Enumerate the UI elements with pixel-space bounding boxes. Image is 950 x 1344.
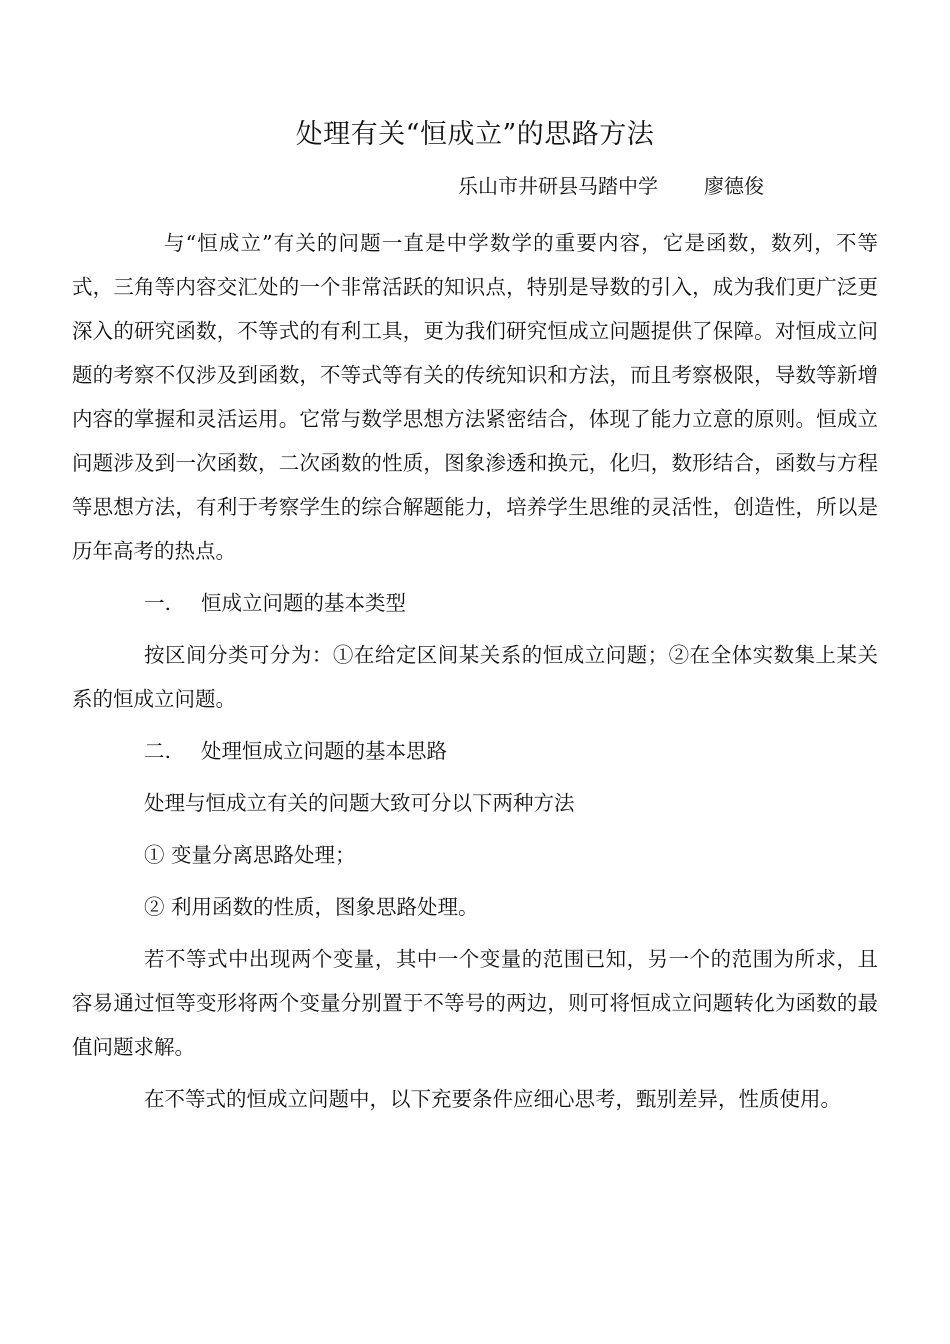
- section-heading-1: [72, 581, 878, 625]
- method-item-2: ② 利用函数的性质，图象思路处理。: [144, 895, 479, 919]
- section-heading-2: [72, 729, 878, 773]
- section1-paragraph: 按区间分类可分为：①在给定区间某关系的恒成立问题；②在全体实数集上某关系的恒成立问题。: [72, 643, 878, 711]
- separation-paragraph: 若不等式中出现两个变量，其中一个变量的范围已知，另一个的范围为所求，且容易通过恒等变形将两个变量分别置于不等号的两边，则可将恒成立问题转化为函数的最值问题求解。: [72, 947, 878, 1059]
- document-body: [72, 221, 878, 1129]
- author-line: [458, 170, 764, 199]
- section-title-1: 恒成立问题的基本类型: [201, 591, 406, 615]
- page-title: 处理有关“恒成立”的思路方法: [295, 119, 655, 150]
- method-item-1: ① 变量分离思路处理；: [144, 843, 356, 867]
- section-number-2: 二.: [144, 739, 172, 763]
- section-number-1: 一.: [144, 591, 172, 615]
- author-name: 廖德俊: [704, 174, 764, 198]
- conditions-paragraph: 在不等式的恒成立问题中，以下充要条件应细心思考，甄别差异，性质使用。: [144, 1087, 841, 1111]
- section2-paragraph: 处理与恒成立有关的问题大致可分以下两种方法: [144, 791, 575, 815]
- author-school: 乐山市井研县马踏中学: [458, 174, 658, 198]
- intro-paragraph: 与“恒成立”有关的问题一直是中学数学的重要内容，它是函数，数列，不等式，三角等内容交汇处的一个非常活跃的知识点，特别是导数的引入，成为我们更广泛更深入的研究函数，不等式的有利工具，更为我们研究恒成立问题提供了保障。对恒成立问题的考察不仅涉及到函数，不等式等有关的传统知识和方法，而且考察极限，导数等新增内容的掌握和灵活运用。它常与数学思想方法紧密结合，体现了能力立意的原则。恒成立问题涉及到一次函数，二次函数的性质，图象渗透和换元，化归，数形结合，函数与方程等思想方法，有利于考察学生的综合解题能力，培养学生思维的灵活性，创造性，所以是历年高考的热点。: [72, 231, 878, 563]
- section-title-2: 处理恒成立问题的基本思路: [201, 739, 447, 763]
